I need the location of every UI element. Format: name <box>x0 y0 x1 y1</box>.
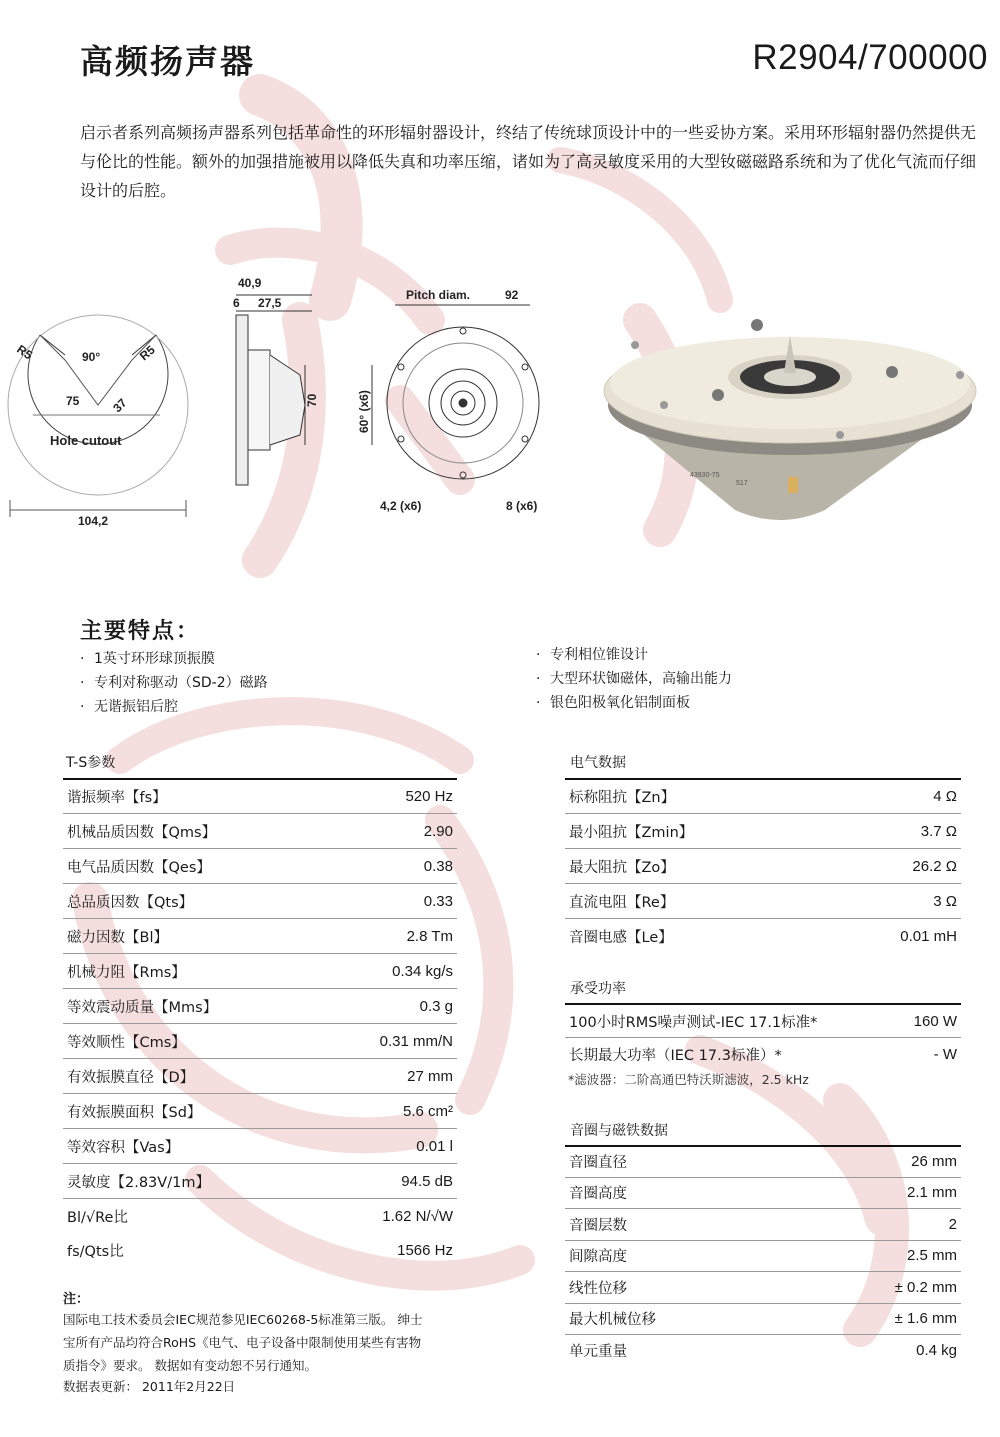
feature-item: · 专利对称驱动（SD-2）磁路 <box>80 675 268 691</box>
table-row: 直流电阻【Re】 3 Ω <box>565 883 961 918</box>
table-row: 音圈高度 2.1 mm <box>565 1177 961 1209</box>
pitch-diam-label: Pitch diam. <box>406 288 471 302</box>
power-table <box>565 1003 961 1071</box>
ts-section-title: T-S参数 <box>66 755 116 771</box>
feature-item: · 1英寸环形球顶振膜 <box>80 651 215 667</box>
r37-label: 37 <box>110 395 130 416</box>
pitch-diam-value: 92 <box>505 288 519 302</box>
page-title: 高频扬声器 <box>80 42 255 81</box>
table-row: 等效容积【Vas】 0.01 l <box>63 1128 457 1163</box>
dia-70-label: 70 <box>305 393 319 407</box>
hole-4-2-label: 4,2 (x6) <box>380 499 422 513</box>
table-row: 总品质因数【Qts】 0.33 <box>63 883 457 918</box>
table-row: 有效振膜面积【Sd】 5.6 cm² <box>63 1093 457 1128</box>
photo-label-1: 43930-75 <box>690 472 720 479</box>
table-row: 机械力阻【Rms】 0.34 kg/s <box>63 953 457 988</box>
dia-104-label: 104,2 <box>78 514 109 528</box>
feature-item: · 无谐振铝后腔 <box>80 699 178 715</box>
table-row: 音圈直径 26 mm <box>565 1145 961 1177</box>
dia-75-label: 75 <box>66 394 80 408</box>
depth-total-label: 40,9 <box>238 276 262 290</box>
table-row: 等效顺性【Cms】 0.31 mm/N <box>63 1023 457 1058</box>
angle-90-label: 90° <box>82 350 101 364</box>
table-row: 音圈层数 2 <box>565 1208 961 1240</box>
coil-table <box>565 1145 961 1366</box>
features-left-list <box>80 647 268 719</box>
hole-8-label: 8 (x6) <box>506 499 538 513</box>
feature-item: · 银色阳极氧化铝制面板 <box>536 695 690 711</box>
update-date: 数据表更新： 2011年2月22日 <box>63 1379 236 1394</box>
photo-label-2: 517 <box>736 480 748 487</box>
hole-cutout-drawing <box>8 315 188 517</box>
table-row: 谐振频率【fs】 520 Hz <box>63 778 457 813</box>
front-view-drawing <box>372 305 539 479</box>
table-row: 电气品质因数【Qes】 0.38 <box>63 848 457 883</box>
table-row: 音圈电感【Le】 0.01 mH <box>565 918 961 953</box>
table-row: 间隙高度 2.5 mm <box>565 1240 961 1272</box>
table-row: 灵敏度【2.83V/1m】 94.5 dB <box>63 1163 457 1198</box>
side-section-drawing <box>236 295 312 485</box>
features-title: 主要特点： <box>80 619 201 644</box>
table-row: 磁力因数【Bl】 2.8 Tm <box>63 918 457 953</box>
notes-title: 注： <box>63 1292 90 1307</box>
tweeter-photo <box>604 319 976 520</box>
table-row: 最大阻抗【Zo】 26.2 Ω <box>565 848 961 883</box>
table-row: 等效震动质量【Mms】 0.3 g <box>63 988 457 1023</box>
table-row: 最小阻抗【Zmin】 3.7 Ω <box>565 813 961 848</box>
technical-drawings <box>0 255 1000 555</box>
table-row: 机械品质因数【Qms】 2.90 <box>63 813 457 848</box>
angle-60-label: 60° (x6) <box>357 390 371 433</box>
depth-6-label: 6 <box>233 296 240 310</box>
electrical-section-title: 电气数据 <box>570 755 626 771</box>
table-row: 单元重量 0.4 kg <box>565 1334 961 1366</box>
table-row: fs/Qts比 1566 Hz <box>67 1242 453 1260</box>
model-number: R2904/700000 <box>752 38 988 77</box>
r5-left-label: R5 <box>14 341 35 363</box>
r5-right-label: R5 <box>136 342 158 364</box>
electrical-table <box>565 778 961 953</box>
coil-section-title: 音圈与磁铁数据 <box>570 1123 668 1139</box>
feature-item: · 大型环状铷磁体，高输出能力 <box>536 671 732 687</box>
ts-table <box>63 778 457 1268</box>
filter-note: *滤波器：二阶高通巴特沃斯滤波，2.5 kHz <box>568 1072 809 1087</box>
notes-text: 国际电工技术委员会IEC规范参见IEC60268-5标准第三版。 绅士宝所有产品均符合RoHS《电气、电子设备中限制使用某些有害物质指令》要求。 数据如有变动恕不另行通知。 <box>63 1312 423 1373</box>
feature-item: · 专利相位锥设计 <box>536 647 648 663</box>
features-right-list <box>536 643 732 715</box>
table-row: 标称阻抗【Zn】 4 Ω <box>565 778 961 813</box>
table-row: 线性位移 ± 0.2 mm <box>565 1271 961 1303</box>
table-row: 最大机械位移 ± 1.6 mm <box>565 1303 961 1335</box>
hole-cutout-label: Hole cutout <box>50 433 122 448</box>
table-row: Bl/√Re比 1.62 N/√W <box>63 1198 457 1233</box>
table-row: 长期最大功率（IEC 17.3标准）* - W <box>565 1037 961 1071</box>
table-row: 100小时RMS噪声测试-IEC 17.1标准* 160 W <box>565 1003 961 1037</box>
depth-27-label: 27,5 <box>258 296 282 310</box>
intro-paragraph: 启示者系列高频扬声器系列包括革命性的环形辐射器设计，终结了传统球顶设计中的一些妥协方案。采用环形辐射器仍然提供无与伦比的性能。额外的加强措施被用以降低失真和功率压缩，诸如为了高灵敏度采用的大型钕磁磁路系统和为了优化气流而仔细设计的后腔。 <box>80 123 977 200</box>
table-row: 有效振膜直径【D】 27 mm <box>63 1058 457 1093</box>
power-section-title: 承受功率 <box>570 981 626 997</box>
